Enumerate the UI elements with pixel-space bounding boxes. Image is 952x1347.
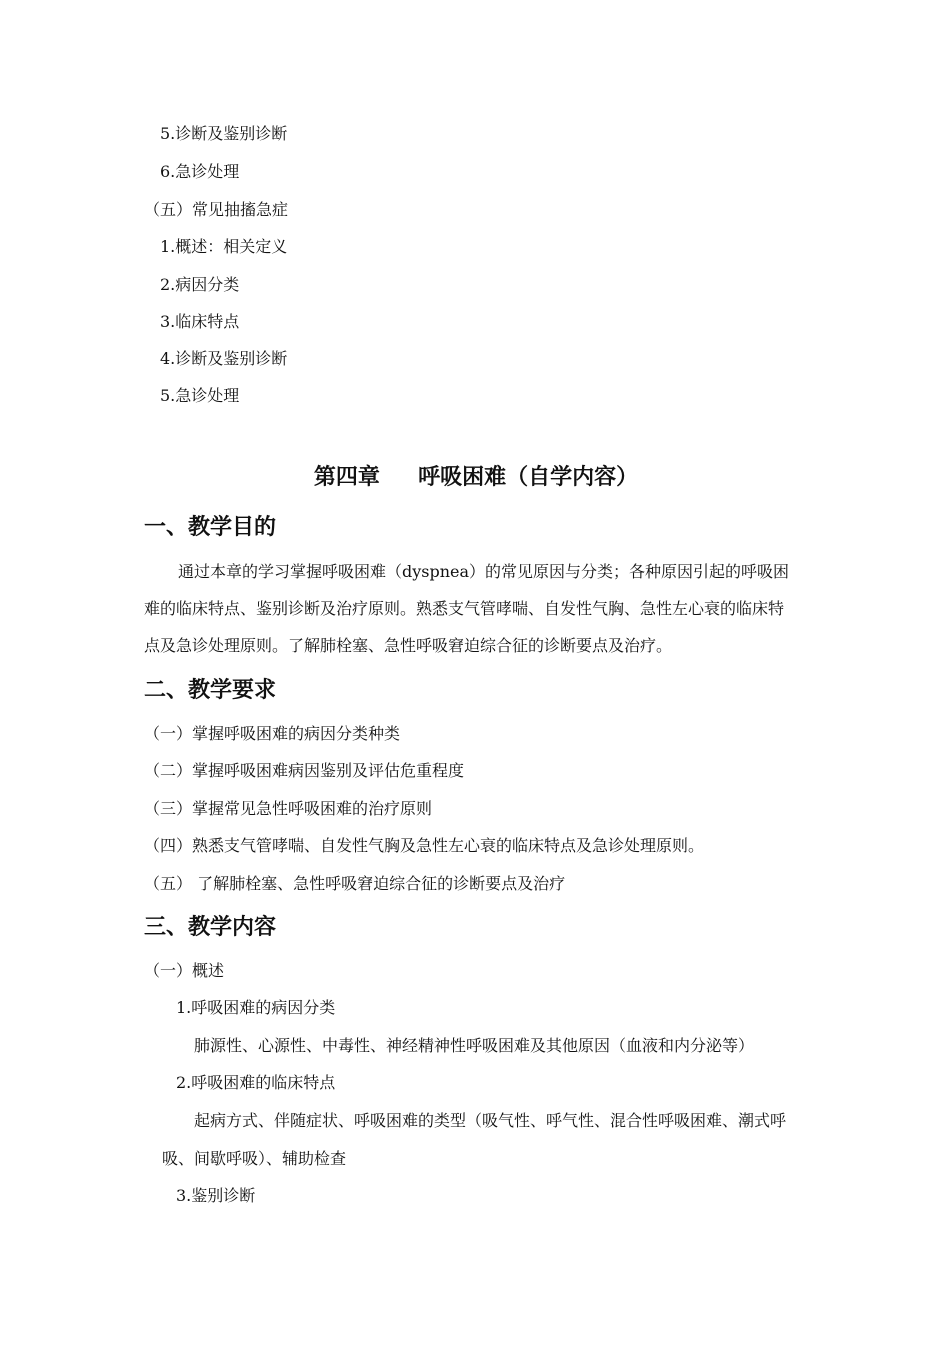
content-text: 吸、间歇呼吸）、辅助检查 <box>162 1149 347 1168</box>
list-item: 2.病因分类 <box>160 275 240 294</box>
paragraph-line: 难的临床特点、鉴别诊断及治疗原则。熟悉支气管哮喘、自发性气胸、急性左心衰的临床特 <box>144 599 785 618</box>
list-item: 5.急诊处理 <box>160 386 240 405</box>
list-item: 5.诊断及鉴别诊断 <box>160 124 288 143</box>
requirement-item: （二）掌握呼吸困难病因鉴别及评估危重程度 <box>144 761 465 780</box>
content-text: 起病方式、伴随症状、呼吸困难的类型（吸气性、呼气性、混合性呼吸困难、潮式呼 <box>194 1111 787 1130</box>
list-item: 3.临床特点 <box>160 312 240 331</box>
list-item: （五）常见抽搐急症 <box>144 200 289 219</box>
content-item: 2.呼吸困难的临床特点 <box>176 1073 336 1092</box>
content-item: 1.呼吸困难的病因分类 <box>176 998 336 1017</box>
requirement-item: （五） 了解肺栓塞、急性呼吸窘迫综合征的诊断要点及治疗 <box>144 874 566 893</box>
list-item: 4.诊断及鉴别诊断 <box>160 349 288 368</box>
section-heading-content: 三、教学内容 <box>144 915 277 940</box>
content-text: 肺源性、心源性、中毒性、神经精神性呼吸困难及其他原因（血液和内分泌等） <box>194 1036 755 1055</box>
paragraph-line: 通过本章的学习掌握呼吸困难（dyspnea）的常见原因与分类；各种原因引起的呼吸困 <box>178 562 790 581</box>
section-heading-requirements: 二、教学要求 <box>144 678 277 703</box>
list-item: 1.概述：相关定义 <box>160 237 288 256</box>
requirement-item: （四）熟悉支气管哮喘、自发性气胸及急性左心衰的临床特点及急诊处理原则。 <box>144 836 705 855</box>
requirement-item: （一）掌握呼吸困难的病因分类种类 <box>144 724 401 743</box>
section-heading-purpose: 一、教学目的 <box>144 515 277 540</box>
paragraph-line: 点及急诊处理原则。了解肺栓塞、急性呼吸窘迫综合征的诊断要点及治疗。 <box>144 636 673 655</box>
content-subheading: （一）概述 <box>144 961 225 980</box>
content-item: 3.鉴别诊断 <box>176 1186 256 1205</box>
requirement-item: （三）掌握常见急性呼吸困难的治疗原则 <box>144 799 433 818</box>
list-item: 6.急诊处理 <box>160 162 240 181</box>
chapter-title: 第四章 呼吸困难（自学内容） <box>313 465 639 490</box>
